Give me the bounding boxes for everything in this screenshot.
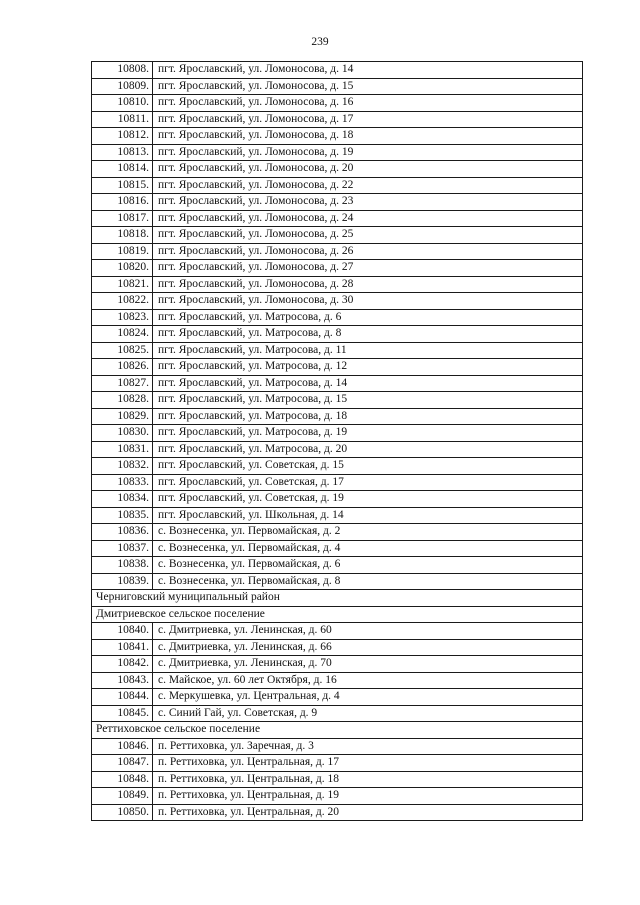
row-number: 10811. bbox=[92, 111, 153, 128]
address-cell: пгт. Ярославский, ул. Матросова, д. 14 bbox=[153, 375, 583, 392]
address-cell: с. Вознесенка, ул. Первомайская, д. 6 bbox=[153, 557, 583, 574]
address-cell: п. Реттиховка, ул. Центральная, д. 20 bbox=[153, 804, 583, 821]
address-cell: пгт. Ярославский, ул. Ломоносова, д. 23 bbox=[153, 194, 583, 211]
address-cell: с. Дмитриевка, ул. Ленинская, д. 60 bbox=[153, 623, 583, 640]
section-header: Черниговский муниципальный район bbox=[92, 590, 583, 607]
row-number: 10809. bbox=[92, 78, 153, 95]
address-cell: пгт. Ярославский, ул. Ломоносова, д. 26 bbox=[153, 243, 583, 260]
table-row bbox=[92, 128, 583, 145]
table-row bbox=[92, 458, 583, 475]
table-row bbox=[92, 557, 583, 574]
row-number: 10817. bbox=[92, 210, 153, 227]
address-cell: пгт. Ярославский, ул. Матросова, д. 11 bbox=[153, 342, 583, 359]
row-number: 10836. bbox=[92, 524, 153, 541]
row-number: 10841. bbox=[92, 639, 153, 656]
row-number: 10820. bbox=[92, 260, 153, 277]
address-cell: п. Реттиховка, ул. Центральная, д. 19 bbox=[153, 788, 583, 805]
table-row bbox=[92, 194, 583, 211]
row-number: 10839. bbox=[92, 573, 153, 590]
row-number: 10814. bbox=[92, 161, 153, 178]
row-number: 10844. bbox=[92, 689, 153, 706]
row-number: 10837. bbox=[92, 540, 153, 557]
table-row bbox=[92, 425, 583, 442]
table-row bbox=[92, 788, 583, 805]
address-cell: пгт. Ярославский, ул. Матросова, д. 15 bbox=[153, 392, 583, 409]
row-number: 10834. bbox=[92, 491, 153, 508]
address-cell: с. Вознесенка, ул. Первомайская, д. 4 bbox=[153, 540, 583, 557]
table-row bbox=[92, 78, 583, 95]
address-cell: п. Реттиховка, ул. Центральная, д. 17 bbox=[153, 755, 583, 772]
address-cell: с. Вознесенка, ул. Первомайская, д. 2 bbox=[153, 524, 583, 541]
address-cell: пгт. Ярославский, ул. Ломоносова, д. 19 bbox=[153, 144, 583, 161]
address-cell: пгт. Ярославский, ул. Матросова, д. 19 bbox=[153, 425, 583, 442]
row-number: 10845. bbox=[92, 705, 153, 722]
address-cell: пгт. Ярославский, ул. Ломоносова, д. 22 bbox=[153, 177, 583, 194]
row-number: 10821. bbox=[92, 276, 153, 293]
section-header: Дмитриевское сельское поселение bbox=[92, 606, 583, 623]
row-number: 10819. bbox=[92, 243, 153, 260]
row-number: 10840. bbox=[92, 623, 153, 640]
row-number: 10818. bbox=[92, 227, 153, 244]
address-cell: с. Меркушевка, ул. Центральная, д. 4 bbox=[153, 689, 583, 706]
section-header-row bbox=[92, 606, 583, 623]
table-row bbox=[92, 672, 583, 689]
address-cell: с. Майское, ул. 60 лет Октября, д. 16 bbox=[153, 672, 583, 689]
table-row bbox=[92, 62, 583, 79]
row-number: 10824. bbox=[92, 326, 153, 343]
row-number: 10830. bbox=[92, 425, 153, 442]
address-cell: с. Вознесенка, ул. Первомайская, д. 8 bbox=[153, 573, 583, 590]
table-row bbox=[92, 144, 583, 161]
address-cell: пгт. Ярославский, ул. Ломоносова, д. 20 bbox=[153, 161, 583, 178]
table-row bbox=[92, 656, 583, 673]
row-number: 10827. bbox=[92, 375, 153, 392]
table-row bbox=[92, 491, 583, 508]
table-row bbox=[92, 276, 583, 293]
address-cell: с. Дмитриевка, ул. Ленинская, д. 66 bbox=[153, 639, 583, 656]
address-cell: пгт. Ярославский, ул. Матросова, д. 12 bbox=[153, 359, 583, 376]
table-row bbox=[92, 293, 583, 310]
row-number: 10835. bbox=[92, 507, 153, 524]
row-number: 10829. bbox=[92, 408, 153, 425]
address-cell: пгт. Ярославский, ул. Советская, д. 15 bbox=[153, 458, 583, 475]
row-number: 10816. bbox=[92, 194, 153, 211]
address-cell: пгт. Ярославский, ул. Ломоносова, д. 25 bbox=[153, 227, 583, 244]
table-row bbox=[92, 111, 583, 128]
address-register-table bbox=[91, 61, 583, 821]
address-cell: пгт. Ярославский, ул. Советская, д. 17 bbox=[153, 474, 583, 491]
address-cell: пгт. Ярославский, ул. Ломоносова, д. 24 bbox=[153, 210, 583, 227]
row-number: 10826. bbox=[92, 359, 153, 376]
table-row bbox=[92, 375, 583, 392]
table-row bbox=[92, 507, 583, 524]
address-cell: п. Реттиховка, ул. Заречная, д. 3 bbox=[153, 738, 583, 755]
address-cell: с. Дмитриевка, ул. Ленинская, д. 70 bbox=[153, 656, 583, 673]
address-cell: пгт. Ярославский, ул. Ломоносова, д. 27 bbox=[153, 260, 583, 277]
table-row bbox=[92, 738, 583, 755]
row-number: 10846. bbox=[92, 738, 153, 755]
table-row bbox=[92, 639, 583, 656]
table-row bbox=[92, 210, 583, 227]
address-cell: пгт. Ярославский, ул. Ломоносова, д. 28 bbox=[153, 276, 583, 293]
row-number: 10808. bbox=[92, 62, 153, 79]
address-cell: пгт. Ярославский, ул. Советская, д. 19 bbox=[153, 491, 583, 508]
row-number: 10838. bbox=[92, 557, 153, 574]
table-row bbox=[92, 309, 583, 326]
address-cell: пгт. Ярославский, ул. Ломоносова, д. 18 bbox=[153, 128, 583, 145]
row-number: 10832. bbox=[92, 458, 153, 475]
table-row bbox=[92, 771, 583, 788]
row-number: 10849. bbox=[92, 788, 153, 805]
table-row bbox=[92, 441, 583, 458]
row-number: 10831. bbox=[92, 441, 153, 458]
address-cell: с. Синий Гай, ул. Советская, д. 9 bbox=[153, 705, 583, 722]
row-number: 10813. bbox=[92, 144, 153, 161]
address-cell: пгт. Ярославский, ул. Ломоносова, д. 17 bbox=[153, 111, 583, 128]
table-row bbox=[92, 474, 583, 491]
table-row bbox=[92, 326, 583, 343]
row-number: 10825. bbox=[92, 342, 153, 359]
table-row bbox=[92, 161, 583, 178]
address-cell: пгт. Ярославский, ул. Матросова, д. 8 bbox=[153, 326, 583, 343]
row-number: 10822. bbox=[92, 293, 153, 310]
row-number: 10823. bbox=[92, 309, 153, 326]
row-number: 10843. bbox=[92, 672, 153, 689]
row-number: 10842. bbox=[92, 656, 153, 673]
row-number: 10810. bbox=[92, 95, 153, 112]
table-row bbox=[92, 359, 583, 376]
table-row bbox=[92, 392, 583, 409]
table-row bbox=[92, 540, 583, 557]
table-row bbox=[92, 408, 583, 425]
row-number: 10828. bbox=[92, 392, 153, 409]
row-number: 10812. bbox=[92, 128, 153, 145]
address-cell: пгт. Ярославский, ул. Матросова, д. 20 bbox=[153, 441, 583, 458]
address-cell: пгт. Ярославский, ул. Школьная, д. 14 bbox=[153, 507, 583, 524]
table-row bbox=[92, 342, 583, 359]
table-row bbox=[92, 177, 583, 194]
table-row bbox=[92, 804, 583, 821]
table-body bbox=[92, 62, 583, 821]
row-number: 10833. bbox=[92, 474, 153, 491]
address-cell: пгт. Ярославский, ул. Ломоносова, д. 14 bbox=[153, 62, 583, 79]
table-row bbox=[92, 573, 583, 590]
address-cell: пгт. Ярославский, ул. Матросова, д. 6 bbox=[153, 309, 583, 326]
section-header-row bbox=[92, 722, 583, 739]
address-cell: пгт. Ярославский, ул. Матросова, д. 18 bbox=[153, 408, 583, 425]
section-header-row bbox=[92, 590, 583, 607]
table-row bbox=[92, 243, 583, 260]
table-row bbox=[92, 755, 583, 772]
table-row bbox=[92, 95, 583, 112]
row-number: 10847. bbox=[92, 755, 153, 772]
address-cell: пгт. Ярославский, ул. Ломоносова, д. 15 bbox=[153, 78, 583, 95]
address-cell: пгт. Ярославский, ул. Ломоносова, д. 16 bbox=[153, 95, 583, 112]
page-number: 239 bbox=[311, 36, 329, 48]
section-header: Реттиховское сельское поселение bbox=[92, 722, 583, 739]
table-row bbox=[92, 689, 583, 706]
table-row bbox=[92, 227, 583, 244]
row-number: 10815. bbox=[92, 177, 153, 194]
table-row bbox=[92, 524, 583, 541]
table-row bbox=[92, 705, 583, 722]
table-row bbox=[92, 623, 583, 640]
table-row bbox=[92, 260, 583, 277]
address-cell: пгт. Ярославский, ул. Ломоносова, д. 30 bbox=[153, 293, 583, 310]
row-number: 10848. bbox=[92, 771, 153, 788]
address-cell: п. Реттиховка, ул. Центральная, д. 18 bbox=[153, 771, 583, 788]
row-number: 10850. bbox=[92, 804, 153, 821]
